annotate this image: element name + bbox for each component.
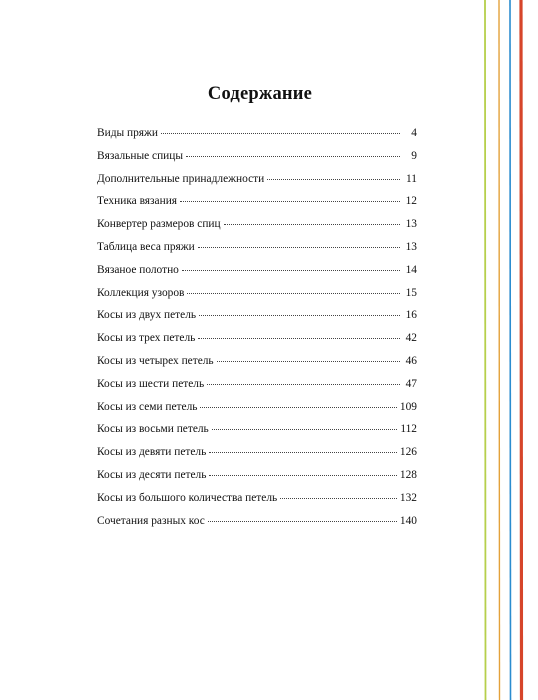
toc-dot-leader (267, 178, 400, 180)
toc-entry (97, 259, 417, 282)
yarn-threads-decoration (483, 0, 538, 700)
toc-dot-leader (209, 451, 397, 453)
toc-dot-leader (199, 314, 400, 316)
toc-dot-leader (207, 383, 400, 385)
toc-entry-page-number: 12 (405, 195, 417, 208)
toc-entry (97, 190, 417, 213)
toc-entry-page-number: 9 (411, 149, 417, 162)
toc-entry-title: Коллекция узоров (97, 286, 185, 299)
toc-entry-page-number: 126 (399, 446, 417, 459)
table-of-contents (97, 122, 417, 532)
toc-entry-page-number: 140 (399, 514, 417, 527)
toc-entry-page-number: 128 (399, 468, 417, 481)
toc-entry-title: Вязаное полотно (97, 263, 179, 276)
toc-entry-title: Сочетания разных кос (97, 514, 205, 527)
toc-dot-leader (198, 337, 400, 339)
toc-entry-title: Косы из девяти петель (97, 446, 207, 459)
toc-entry (97, 304, 417, 327)
toc-entry-title: Дополнительные принадлежности (97, 172, 265, 185)
toc-entry-page-number: 11 (406, 172, 417, 185)
yarn-thread (521, 0, 522, 700)
toc-entry-title: Конвертер размеров спиц (97, 218, 221, 231)
toc-entry-page-number: 15 (405, 286, 417, 299)
toc-entry-title: Косы из четырех петель (97, 354, 214, 367)
yarn-thread (499, 0, 500, 700)
toc-dot-leader (161, 132, 400, 134)
toc-entry-title: Косы из шести петель (97, 377, 205, 390)
toc-entry-title: Косы из трех петель (97, 332, 196, 345)
toc-entry-page-number: 132 (399, 491, 417, 504)
toc-entry (97, 373, 417, 396)
yarn-thread (510, 0, 511, 700)
toc-entry (97, 441, 417, 464)
toc-entry (97, 282, 417, 305)
toc-entry-page-number: 42 (405, 332, 417, 345)
toc-dot-leader (224, 223, 400, 225)
toc-entry-page-number: 112 (400, 423, 417, 436)
toc-entry-title: Косы из двух петель (97, 309, 197, 322)
toc-entry-title: Косы из большого количества петель (97, 491, 278, 504)
toc-entry (97, 396, 417, 419)
toc-dot-leader (186, 155, 400, 157)
toc-entry-page-number: 16 (405, 309, 417, 322)
toc-entry (97, 418, 417, 441)
toc-entry-page-number: 13 (405, 218, 417, 231)
toc-entry-page-number: 14 (405, 263, 417, 276)
toc-dot-leader (187, 292, 400, 294)
toc-dot-leader (198, 246, 400, 248)
toc-entry-page-number: 13 (405, 240, 417, 253)
toc-entry-title: Косы из семи петель (97, 400, 198, 413)
toc-dot-leader (180, 200, 400, 202)
toc-entry (97, 236, 417, 259)
toc-entry (97, 213, 417, 236)
toc-entry (97, 327, 417, 350)
toc-entry (97, 487, 417, 510)
toc-entry-page-number: 4 (411, 127, 417, 139)
toc-entry-page-number: 47 (405, 377, 417, 390)
toc-dot-leader (212, 428, 398, 430)
toc-dot-leader (182, 269, 400, 271)
toc-entry-title: Техника вязания (97, 195, 178, 208)
toc-entry-title: Косы из десяти петель (97, 468, 207, 481)
yarn-thread (485, 0, 486, 700)
toc-dot-leader (208, 520, 397, 522)
toc-dot-leader (280, 497, 397, 499)
toc-dot-leader (209, 474, 396, 476)
toc-entry (97, 145, 417, 168)
toc-entry-page-number: 46 (405, 354, 417, 367)
toc-entry (97, 122, 417, 145)
toc-entry-title: Таблица веса пряжи (97, 240, 195, 253)
toc-entry (97, 168, 417, 191)
toc-entry (97, 510, 417, 533)
toc-entry-title: Вязальные спицы (97, 149, 184, 162)
toc-entry-page-number: 109 (399, 400, 417, 413)
toc-entry-title: Косы из восьми петель (97, 423, 209, 436)
toc-entry (97, 464, 417, 487)
toc-entry-title: Виды пряжи (97, 127, 158, 139)
page-title: Содержание (207, 84, 313, 104)
toc-entry (97, 350, 417, 373)
toc-dot-leader (200, 406, 396, 408)
toc-dot-leader (217, 360, 400, 362)
